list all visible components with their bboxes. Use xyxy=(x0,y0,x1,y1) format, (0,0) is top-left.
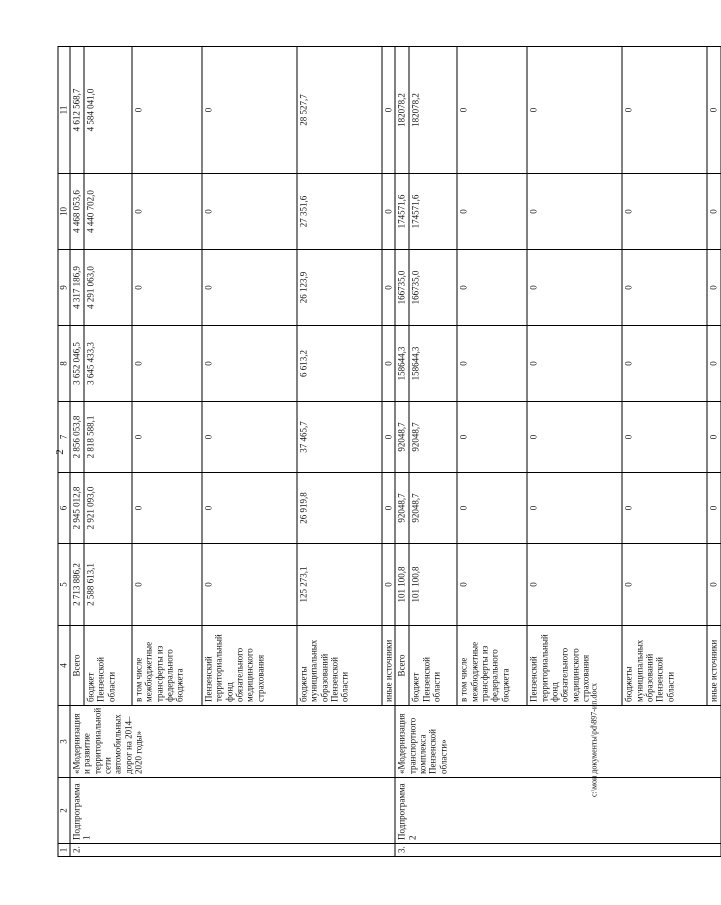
year-value: 2 818 588,1 xyxy=(84,402,132,473)
year-value: 0 xyxy=(622,544,707,626)
year-value: 0 xyxy=(707,250,720,326)
year-value: 0 xyxy=(527,174,622,250)
year-value: 4 584 041,0 xyxy=(84,47,132,174)
year-value: 0 xyxy=(202,174,297,250)
column-number: 3 xyxy=(58,706,70,778)
row-number: 2. xyxy=(70,844,395,857)
year-value: 0 xyxy=(707,326,720,402)
year-value: 0 xyxy=(622,174,707,250)
table-row xyxy=(70,47,84,857)
subprogram-name: Подпрограмма 1 xyxy=(70,778,395,844)
year-value: 2 588 613,1 xyxy=(84,544,132,626)
year-value: 0 xyxy=(132,402,202,473)
year-value: 0 xyxy=(707,544,720,626)
subprogram-title: «Модернизация и развитие территориальной сети автомобильных дорог на 2014–2020 годы» xyxy=(70,706,395,778)
year-value: 0 xyxy=(382,174,395,250)
year-value: 0 xyxy=(707,473,720,544)
footer-file-path: c:\мои документы\pd\897-ип.docx xyxy=(589,682,599,798)
year-value: 166735,0 xyxy=(409,250,457,326)
year-value: 4 612 568,7 xyxy=(70,47,84,174)
year-value: 166735,0 xyxy=(395,250,409,326)
column-number: 6 xyxy=(58,473,70,544)
year-value: 0 xyxy=(622,473,707,544)
row-number: 3. xyxy=(395,844,720,857)
year-value: 27 351,6 xyxy=(297,174,382,250)
year-value: 158644,3 xyxy=(409,326,457,402)
year-value: 0 xyxy=(382,473,395,544)
year-value: 3 645 433,3 xyxy=(84,326,132,402)
year-value: 4 468 053,6 xyxy=(70,174,84,250)
year-value: 92048,7 xyxy=(395,473,409,544)
year-value: 37 465,7 xyxy=(297,402,382,473)
year-value: 0 xyxy=(457,402,527,473)
year-value: 0 xyxy=(202,250,297,326)
subprogram-title: «Модернизация транспортного комплекса Пензенской области» xyxy=(395,706,720,778)
funding-source: Всего xyxy=(395,626,409,706)
year-value: 182078,2 xyxy=(395,47,409,174)
year-value: 0 xyxy=(707,47,720,174)
year-value: 0 xyxy=(202,473,297,544)
year-value: 92048,7 xyxy=(395,402,409,473)
funding-source: Всего xyxy=(70,626,84,706)
column-number: 7 xyxy=(58,402,70,473)
year-value: 0 xyxy=(457,174,527,250)
year-value: 101 100,8 xyxy=(395,544,409,626)
year-value: 0 xyxy=(622,402,707,473)
budget-table xyxy=(58,46,721,857)
year-value: 0 xyxy=(132,473,202,544)
column-number: 4 xyxy=(58,626,70,706)
year-value: 0 xyxy=(132,47,202,174)
column-number: 5 xyxy=(58,544,70,626)
column-number: 9 xyxy=(58,250,70,326)
year-value: 0 xyxy=(202,326,297,402)
year-value: 0 xyxy=(527,544,622,626)
year-value: 174571,6 xyxy=(409,174,457,250)
funding-source: бюджет Пензенской области xyxy=(84,626,132,706)
year-value: 174571,6 xyxy=(395,174,409,250)
year-value: 0 xyxy=(382,544,395,626)
year-value: 92048,7 xyxy=(409,473,457,544)
column-number: 1 xyxy=(58,844,70,857)
year-value: 0 xyxy=(457,250,527,326)
year-value: 0 xyxy=(622,250,707,326)
year-value: 101 100,8 xyxy=(409,544,457,626)
year-value: 0 xyxy=(132,174,202,250)
year-value: 0 xyxy=(527,326,622,402)
funding-source: бюджеты муниципальных образований Пензенской области xyxy=(297,626,382,706)
table-body xyxy=(58,47,721,857)
year-value: 0 xyxy=(527,473,622,544)
year-value: 26 123,9 xyxy=(297,250,382,326)
year-value: 0 xyxy=(382,47,395,174)
year-value: 0 xyxy=(202,402,297,473)
year-value: 26 919,8 xyxy=(297,473,382,544)
subprogram-name: Подпрограмма 2 xyxy=(395,778,720,844)
column-number: 8 xyxy=(58,326,70,402)
year-value: 2 713 886,2 xyxy=(70,544,84,626)
year-value: 158644,3 xyxy=(395,326,409,402)
year-value: 3 652 046,5 xyxy=(70,326,84,402)
year-value: 0 xyxy=(382,250,395,326)
column-number: 11 xyxy=(58,47,70,174)
year-value: 92048,7 xyxy=(409,402,457,473)
year-value: 0 xyxy=(707,174,720,250)
year-value: 4 291 063,0 xyxy=(84,250,132,326)
funding-source: иные источники xyxy=(382,626,395,706)
year-value: 182078,2 xyxy=(409,47,457,174)
funding-source: иные источники xyxy=(707,626,720,706)
year-value: 0 xyxy=(457,47,527,174)
year-value: 0 xyxy=(457,473,527,544)
year-value: 0 xyxy=(382,326,395,402)
year-value: 0 xyxy=(527,402,622,473)
funding-source: в том числе межбюджетные трансферты из федерального бюджета xyxy=(457,626,527,706)
year-value: 0 xyxy=(202,47,297,174)
year-value: 0 xyxy=(132,250,202,326)
year-value: 2 856 053,8 xyxy=(70,402,84,473)
funding-source: бюджет Пензенской области xyxy=(409,626,457,706)
year-value: 28 527,7 xyxy=(297,47,382,174)
year-value: 4 440 702,0 xyxy=(84,174,132,250)
year-value: 0 xyxy=(457,326,527,402)
column-number-row xyxy=(58,47,70,857)
year-value: 4 317 186,9 xyxy=(70,250,84,326)
year-value: 0 xyxy=(707,402,720,473)
funding-source: бюджеты муниципальных образований Пензенской области xyxy=(622,626,707,706)
year-value: 0 xyxy=(382,402,395,473)
year-value: 0 xyxy=(202,544,297,626)
year-value: 0 xyxy=(132,544,202,626)
year-value: 0 xyxy=(622,47,707,174)
year-value: 0 xyxy=(457,544,527,626)
year-value: 0 xyxy=(527,47,622,174)
year-value: 125 273,1 xyxy=(297,544,382,626)
funding-source: Пензенский территориальный фонд обязательного медицинского страхования xyxy=(202,626,297,706)
funding-source: Пензенский территориальный фонд обязательного медицинского страхования xyxy=(527,626,622,706)
year-value: 2 921 093,0 xyxy=(84,473,132,544)
funding-source: в том числе межбюджетные трансферты из федерального бюджета xyxy=(132,626,202,706)
column-number: 2 xyxy=(58,778,70,844)
column-number: 10 xyxy=(58,174,70,250)
year-value: 0 xyxy=(527,250,622,326)
year-value: 0 xyxy=(132,326,202,402)
year-value: 2 945 012,8 xyxy=(70,473,84,544)
year-value: 6 613,2 xyxy=(297,326,382,402)
page-number: 2 xyxy=(54,449,66,455)
year-value: 0 xyxy=(622,326,707,402)
table-row xyxy=(395,47,409,857)
